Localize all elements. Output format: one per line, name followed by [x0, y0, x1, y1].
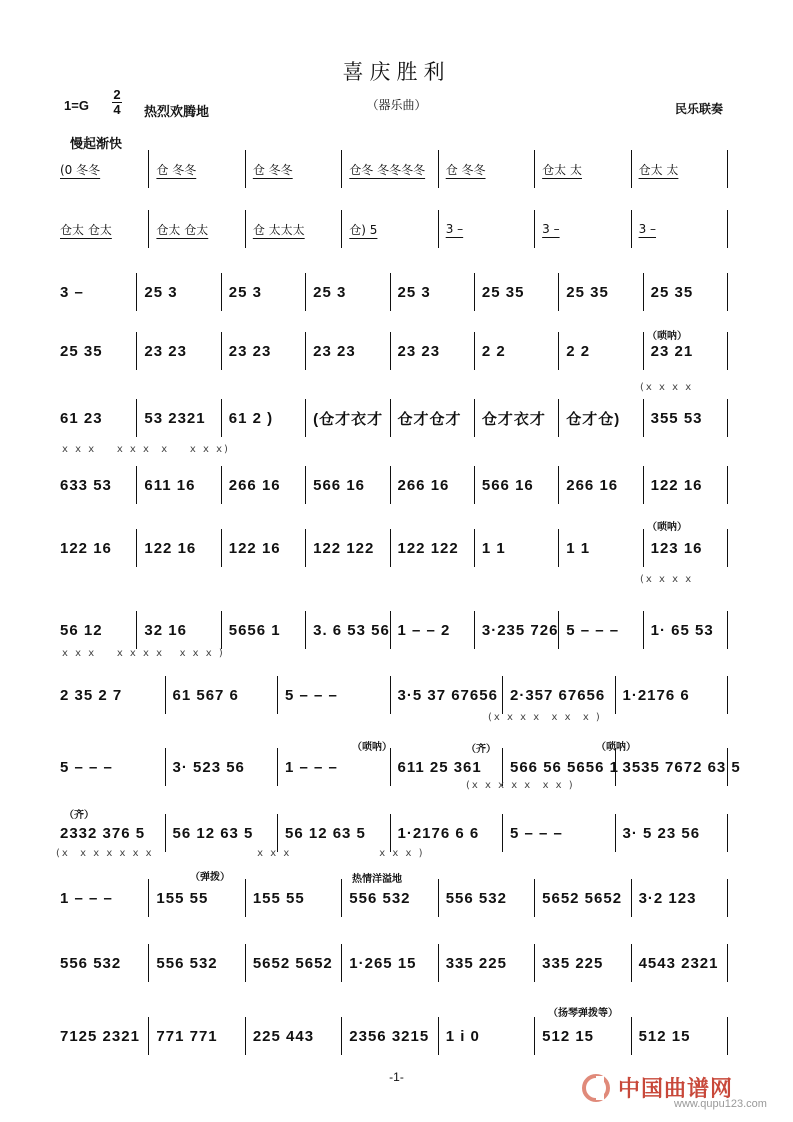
barline [245, 879, 246, 917]
barline [643, 332, 644, 370]
measure: 123 16 [650, 539, 703, 557]
measure: 23 23 [397, 342, 441, 360]
barline [534, 944, 535, 982]
barline [474, 273, 475, 311]
barline [390, 332, 391, 370]
barline [474, 399, 475, 437]
barline [341, 879, 342, 917]
barline [438, 210, 439, 248]
measure: 122 16 [144, 539, 197, 557]
x-strokes-row-8: x x x x x x x x x x ) [62, 648, 225, 659]
barline [727, 273, 728, 311]
score-line [0, 403, 793, 433]
barline [727, 1017, 728, 1055]
barline [305, 273, 306, 311]
measure: 25 3 [144, 283, 178, 301]
measure: 771 771 [156, 1027, 218, 1045]
barline [643, 273, 644, 311]
measure: 1 1 [481, 539, 506, 557]
measure: 1 – – – [285, 758, 338, 776]
measure: 3· 523 56 [172, 758, 245, 776]
barline [277, 814, 278, 852]
measure: 335 225 [445, 954, 507, 972]
barline [727, 944, 728, 982]
measure: 仓 太太太 [252, 222, 305, 237]
barline [534, 150, 535, 188]
measure: 122 16 [650, 476, 703, 494]
performer: 民乐联奏 [674, 102, 723, 116]
barline [245, 1017, 246, 1055]
barline [390, 611, 391, 649]
measure: 5656 1 [228, 621, 281, 639]
page-subtitle: （器乐曲） [366, 98, 427, 112]
barline [165, 814, 166, 852]
measure: 1·2176 6 6 [397, 824, 480, 842]
barline [305, 399, 306, 437]
measure: 仓) 5 [349, 222, 378, 237]
measure: (0 冬冬 [60, 162, 101, 177]
measure: 25 35 [566, 283, 609, 301]
barline [643, 529, 644, 567]
x-strokes-row-10: (x x x x x x x ) [466, 780, 575, 791]
barline [474, 529, 475, 567]
barline [631, 944, 632, 982]
measure: 512 15 [542, 1027, 595, 1045]
barline [136, 399, 137, 437]
measure: 61 23 [60, 409, 103, 427]
barline [438, 944, 439, 982]
barline [148, 1017, 149, 1055]
barline [148, 879, 149, 917]
barline [341, 210, 342, 248]
barline [727, 210, 728, 248]
x-strokes-row-4: (x x x x [640, 382, 694, 393]
measure: 25 35 [481, 283, 525, 301]
measure: 3 – [445, 222, 464, 236]
barline [390, 399, 391, 437]
measure: 5 – – – [510, 824, 563, 842]
measure: 仓冬 冬冬冬冬 [349, 162, 426, 177]
measure: 32 16 [144, 621, 187, 639]
score-line [0, 533, 793, 563]
barline [643, 399, 644, 437]
measure: 1 i 0 [445, 1027, 480, 1045]
measure: 3 – [638, 222, 657, 236]
barline [148, 150, 149, 188]
measure: 25 3 [397, 283, 431, 301]
page-title: 喜庆胜利 [342, 60, 451, 84]
tempo-marking-2: 慢起渐快 [70, 137, 123, 152]
measure: 5652 5652 [542, 889, 623, 907]
barline [558, 466, 559, 504]
annotation-suona-3: （唢呐） [352, 742, 392, 753]
x-strokes-row-11: (x x x x x x x x x x x x x ) [56, 848, 425, 859]
score-line [0, 948, 793, 978]
measure: 仓太 太 [638, 162, 679, 177]
measure: 仓 冬冬 [252, 162, 293, 177]
barline [502, 814, 503, 852]
measure: 56 12 63 5 [172, 824, 254, 842]
annotation-yangqin: （扬琴弹拨等） [548, 1008, 618, 1019]
measure: 仓才仓才 [397, 410, 462, 428]
measure: 355 53 [650, 409, 703, 427]
measure: 5 – – – [566, 621, 620, 639]
score-line [0, 470, 793, 500]
measure: 5 – – – [285, 686, 338, 704]
measure: 23 23 [144, 342, 187, 360]
tempo-marking: 热烈欢腾地 [144, 105, 210, 120]
measure: 266 16 [397, 476, 450, 494]
barline [390, 529, 391, 567]
score-line [0, 818, 793, 848]
score-line [0, 752, 793, 782]
measure: 仓才仓) [566, 410, 621, 428]
measure: 3 – [60, 283, 84, 301]
barline [727, 529, 728, 567]
measure: 1· 65 53 [650, 621, 714, 639]
barline [558, 611, 559, 649]
barline [558, 399, 559, 437]
measure: 155 55 [252, 889, 305, 907]
barline [438, 1017, 439, 1055]
measure: 2332 376 5 [60, 824, 146, 842]
measure: 1 – – 2 [397, 621, 451, 639]
measure: 512 15 [638, 1027, 691, 1045]
measure: 53 2321 [144, 409, 206, 427]
barline [136, 529, 137, 567]
barline [148, 944, 149, 982]
barline [534, 210, 535, 248]
barline [727, 332, 728, 370]
barline [727, 814, 728, 852]
measure: 仓太 太 [542, 162, 582, 177]
barline [136, 273, 137, 311]
barline [558, 273, 559, 311]
annotation-qi-1: （齐） [466, 744, 496, 755]
annotation-suona-1: （唢呐） [647, 331, 687, 342]
barline [615, 676, 616, 714]
barline [305, 332, 306, 370]
key-signature: 1=G [64, 98, 89, 113]
barline [643, 466, 644, 504]
measure: 556 532 [349, 889, 411, 907]
logo-icon [582, 1074, 610, 1102]
measure: 仓 冬冬 [156, 162, 197, 177]
measure: 56 12 [60, 621, 103, 639]
annotation-reqing: 热情洋溢地 [352, 874, 402, 885]
barline [727, 748, 728, 786]
barline [558, 529, 559, 567]
page-number: -1- [389, 1070, 404, 1084]
measure: 仓 冬冬 [445, 162, 486, 177]
barline [245, 944, 246, 982]
measure: 仓太 仓太 [60, 222, 112, 237]
measure: 611 25 361 [397, 758, 482, 776]
barline [643, 611, 644, 649]
barline [727, 611, 728, 649]
barline [305, 466, 306, 504]
barline [305, 529, 306, 567]
barline [727, 399, 728, 437]
measure: 仓才衣才 [481, 410, 546, 428]
barline [438, 150, 439, 188]
barline [390, 676, 391, 714]
measure: 2356 3215 [349, 1027, 430, 1045]
measure: 25 3 [313, 283, 347, 301]
barline [221, 466, 222, 504]
measure: 2·357 67656 [510, 686, 606, 704]
barline [245, 150, 246, 188]
score-line [0, 277, 793, 307]
measure: 仓太 仓太 [156, 222, 209, 237]
meter-top: 2 [113, 87, 121, 102]
measure: 23 21 [650, 342, 694, 360]
x-strokes-row-5: x x x x x x x x x x) [62, 444, 230, 455]
measure: 3 – [542, 222, 560, 236]
measure: 3535 7672 63 5 [622, 758, 741, 776]
x-strokes-row-7: (x x x x [640, 574, 694, 585]
barline [727, 879, 728, 917]
measure: 23 23 [228, 342, 272, 360]
measure: 122 16 [228, 539, 281, 557]
x-strokes-row-9: (x x x x x x x ) [488, 712, 602, 723]
measure: (仓才衣才 [313, 410, 384, 428]
time-signature [112, 88, 122, 117]
annotation-suona-2: （唢呐） [647, 522, 687, 533]
score-line [0, 615, 793, 645]
barline [615, 814, 616, 852]
barline [390, 814, 391, 852]
measure: 2 2 [566, 342, 591, 360]
measure: 566 16 [481, 476, 534, 494]
barline [165, 676, 166, 714]
measure: 611 16 [144, 476, 196, 494]
barline [165, 748, 166, 786]
barline [474, 466, 475, 504]
barline [727, 150, 728, 188]
logo-url: www.qupu123.com [674, 1098, 767, 1110]
barline [631, 150, 632, 188]
measure: 1 – – – [60, 889, 113, 907]
barline [221, 611, 222, 649]
barline [727, 466, 728, 504]
measure: 122 16 [60, 539, 112, 557]
measure: 3· 5 23 56 [622, 824, 701, 842]
barline [341, 944, 342, 982]
measure: 3·235 726 [481, 621, 559, 639]
measure: 335 225 [542, 954, 604, 972]
barline [502, 676, 503, 714]
barline [277, 748, 278, 786]
measure: 25 3 [228, 283, 262, 301]
barline [136, 332, 137, 370]
annotation-tanbo: （弹拨） [190, 872, 230, 883]
barline [534, 879, 535, 917]
barline [221, 332, 222, 370]
measure: 225 443 [252, 1027, 315, 1045]
measure: 25 35 [60, 342, 103, 360]
measure: 556 532 [445, 889, 507, 907]
barline [277, 676, 278, 714]
measure: 2 2 [481, 342, 506, 360]
score-line [0, 680, 793, 710]
barline [341, 150, 342, 188]
barline [136, 466, 137, 504]
measure: 61 2 ) [228, 409, 274, 427]
barline [474, 611, 475, 649]
measure: 1 1 [566, 539, 591, 557]
measure: 155 55 [156, 889, 209, 907]
measure: 633 53 [60, 476, 112, 494]
measure: 566 16 [313, 476, 366, 494]
barline [245, 210, 246, 248]
measure: 3·5 37 67656 [397, 686, 498, 704]
barline [136, 611, 137, 649]
barline [534, 1017, 535, 1055]
site-logo [582, 1072, 782, 1112]
measure: 556 532 [156, 954, 218, 972]
measure: 3·2 123 [638, 889, 697, 907]
measure: 1·265 15 [349, 954, 417, 972]
barline [390, 466, 391, 504]
barline [221, 273, 222, 311]
measure: 2 35 2 7 [60, 686, 123, 704]
barline [727, 676, 728, 714]
measure: 3. 6 53 56 [313, 621, 390, 639]
score-line [0, 214, 793, 244]
measure: 56 12 63 5 [285, 824, 366, 842]
annotation-qi-2: （齐） [64, 810, 94, 821]
measure: 556 532 [60, 954, 122, 972]
score-line [0, 154, 793, 184]
barline [390, 748, 391, 786]
annotation-suona-4: （唢呐） [596, 742, 636, 753]
barline [341, 1017, 342, 1055]
barline [305, 611, 306, 649]
measure: 61 567 6 [172, 686, 239, 704]
score-line [0, 883, 793, 913]
measure: 25 35 [650, 283, 694, 301]
barline [148, 210, 149, 248]
measure: 5 – – – [60, 758, 113, 776]
measure: 4543 2321 [638, 954, 719, 972]
measure: 23 23 [313, 342, 356, 360]
score-line [0, 1021, 793, 1051]
barline [390, 273, 391, 311]
measure: 266 16 [228, 476, 281, 494]
barline [631, 210, 632, 248]
measure: 7125 2321 [60, 1027, 140, 1045]
barline [221, 529, 222, 567]
measure: 266 16 [566, 476, 619, 494]
barline [558, 332, 559, 370]
barline [438, 879, 439, 917]
barline [615, 748, 616, 786]
barline [474, 332, 475, 370]
measure: 1·2176 6 [622, 686, 690, 704]
measure: 122 122 [313, 539, 375, 557]
measure: 5652 5652 [252, 954, 333, 972]
logo-name: 中国曲谱网 [618, 1076, 734, 1102]
barline [221, 399, 222, 437]
meter-bottom: 4 [113, 102, 121, 117]
measure: 122 122 [397, 539, 459, 557]
barline [631, 1017, 632, 1055]
measure: 566 56 5656 1 [510, 758, 619, 776]
barline [631, 879, 632, 917]
